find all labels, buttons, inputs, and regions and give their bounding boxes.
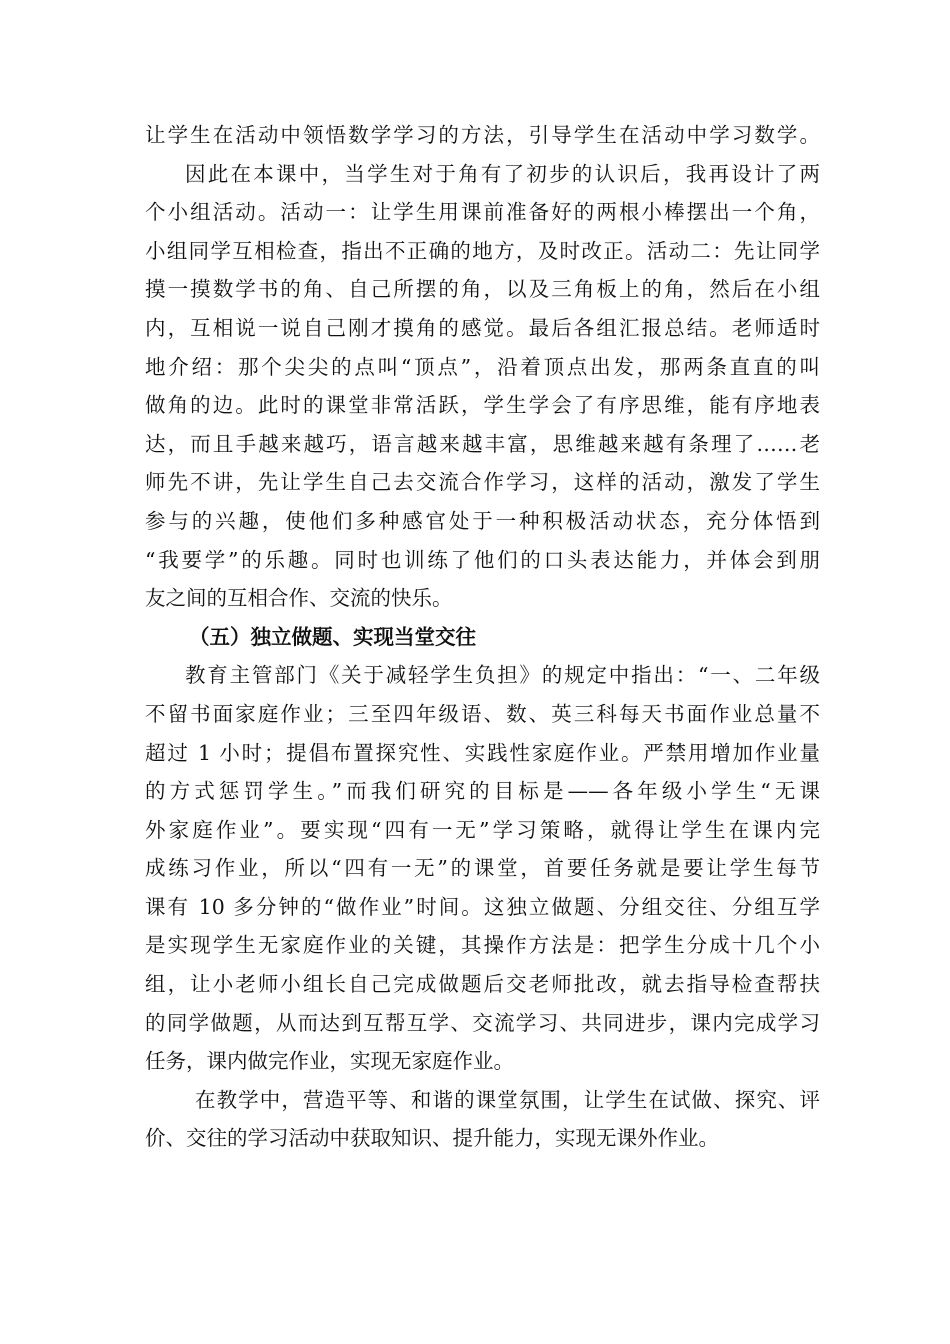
text-line: 不留书面家庭作业；三至四年级语、数、英三科每天书面作业总量不 xyxy=(145,701,820,726)
text-line: 外家庭作业”。要实现“四有一无”学习策略，就得让学生在课内完 xyxy=(145,817,820,842)
paragraph-first-line: 因此在本课中，当学生对于角有了初步的认识后，我再设计了两 xyxy=(185,161,820,186)
text-line: 超过 1 小时；提倡布置探究性、实践性家庭作业。严禁用增加作业量 xyxy=(145,740,820,765)
text-line: 课有 10 多分钟的“做作业”时间。这独立做题、分组交往、分组互学 xyxy=(145,894,820,919)
text-line: 任务，课内做完作业，实现无家庭作业。 xyxy=(145,1049,514,1074)
document-body xyxy=(145,116,820,1158)
text-line: 让学生在活动中领悟数学学习的方法，引导学生在活动中学习数学。 xyxy=(145,123,820,147)
text-line: 是实现学生无家庭作业的关键，其操作方法是：把学生分成十几个小 xyxy=(145,933,820,958)
text-line: 组，让小老师小组长自己完成做题后交老师批改，就去指导检查帮扶 xyxy=(145,972,820,997)
text-line: 达，而且手越来越巧，语言越来越丰富，思维越来越有条理了……老 xyxy=(145,431,820,456)
text-line: 参与的兴趣，使他们多种感官处于一种积极活动状态，充分体悟到 xyxy=(145,508,820,533)
text-line: 地介绍：那个尖尖的点叫“顶点”，沿着顶点出发，那两条直直的叫 xyxy=(145,354,820,379)
text-line: 师先不讲，先让学生自己去交流合作学习，这样的活动，激发了学生 xyxy=(145,470,820,495)
text-line: 摸一摸数学书的角、自己所摆的角，以及三角板上的角，然后在小组 xyxy=(145,277,820,302)
text-line: 成练习作业，所以“四有一无”的课堂，首要任务就是要让学生每节 xyxy=(145,856,820,881)
text-line: 个小组活动。活动一：让学生用课前准备好的两根小棒摆出一个角， xyxy=(145,200,820,225)
paragraph-first-line: 教育主管部门《关于减轻学生负担》的规定中指出：“一、二年级 xyxy=(185,663,820,688)
text-line: 内，互相说一说自己刚才摸角的感觉。最后各组汇报总结。老师适时 xyxy=(145,315,820,340)
text-line: 的方式惩罚学生。”而我们研究的目标是——各年级小学生“无课 xyxy=(145,779,820,804)
text-line: 价、交往的学习活动中获取知识、提升能力，实现无课外作业。 xyxy=(145,1126,719,1151)
text-line: 友之间的互相合作、交流的快乐。 xyxy=(145,586,453,611)
paragraph-first-line: 在教学中，营造平等、和谐的课堂氛围，让学生在试做、探究、评 xyxy=(195,1087,820,1112)
section-heading: （五）独立做题、实现当堂交往 xyxy=(189,624,476,649)
text-line: 小组同学互相检查，指出不正确的地方，及时改正。活动二：先让同学 xyxy=(145,238,820,263)
text-line: 的同学做题，从而达到互帮互学、交流学习、共同进步，课内完成学习 xyxy=(145,1010,820,1035)
text-line: “我要学”的乐趣。同时也训练了他们的口头表达能力，并体会到朋 xyxy=(145,547,820,572)
text-line: 做角的边。此时的课堂非常活跃，学生学会了有序思维，能有序地表 xyxy=(145,393,820,418)
